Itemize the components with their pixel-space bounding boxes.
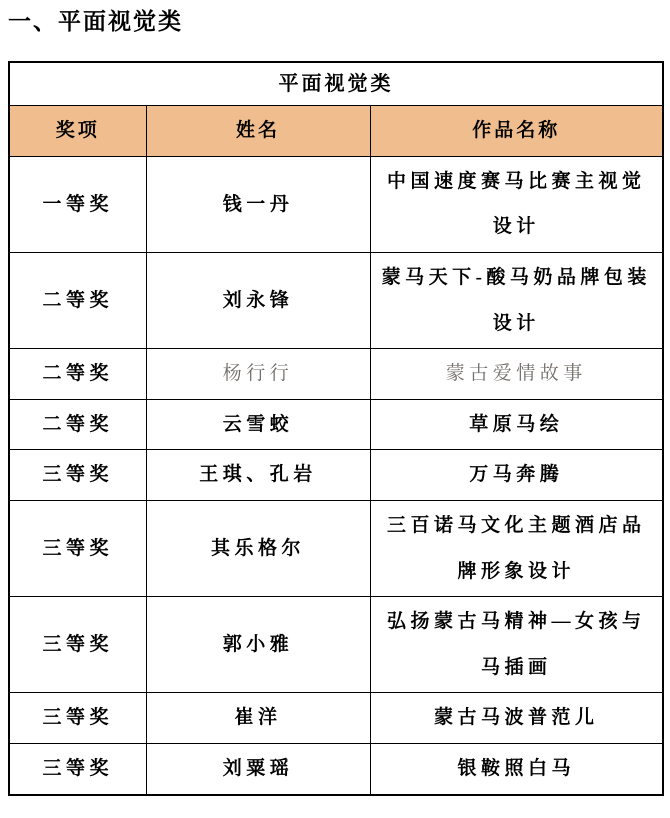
award-cell: 一等奖 bbox=[9, 156, 146, 252]
column-header-work: 作品名称 bbox=[370, 105, 663, 156]
table-row bbox=[9, 399, 663, 450]
table-row bbox=[9, 744, 663, 795]
table-header-row bbox=[9, 105, 663, 156]
table-row bbox=[9, 253, 663, 349]
award-cell: 三等奖 bbox=[9, 450, 146, 501]
work-cell: 蒙古爱情故事 bbox=[370, 349, 663, 400]
name-cell: 其乐格尔 bbox=[146, 501, 370, 597]
name-cell: 崔洋 bbox=[146, 693, 370, 744]
table-row bbox=[9, 597, 663, 693]
work-cell: 三百诺马文化主题酒店品牌形象设计 bbox=[370, 501, 663, 597]
table-row bbox=[9, 349, 663, 400]
work-cell: 蒙古马波普范儿 bbox=[370, 693, 663, 744]
name-cell: 云雪蛟 bbox=[146, 399, 370, 450]
name-cell: 杨行行 bbox=[146, 349, 370, 400]
award-cell: 三等奖 bbox=[9, 693, 146, 744]
table-row bbox=[9, 156, 663, 252]
name-cell: 王琪、孔岩 bbox=[146, 450, 370, 501]
award-cell: 三等奖 bbox=[9, 744, 146, 795]
award-cell: 二等奖 bbox=[9, 399, 146, 450]
work-cell: 蒙马天下-酸马奶品牌包装设计 bbox=[370, 253, 663, 349]
table-row bbox=[9, 450, 663, 501]
page-title: 一、平面视觉类 bbox=[8, 8, 183, 34]
table-row bbox=[9, 501, 663, 597]
award-cell: 二等奖 bbox=[9, 349, 146, 400]
award-cell: 三等奖 bbox=[9, 597, 146, 693]
award-cell: 二等奖 bbox=[9, 253, 146, 349]
table-row bbox=[9, 693, 663, 744]
work-cell: 草原马绘 bbox=[370, 399, 663, 450]
name-cell: 刘永锋 bbox=[146, 253, 370, 349]
work-cell: 万马奔腾 bbox=[370, 450, 663, 501]
column-header-award: 奖项 bbox=[9, 105, 146, 156]
name-cell: 钱一丹 bbox=[146, 156, 370, 252]
work-cell: 弘扬蒙古马精神—女孩与马插画 bbox=[370, 597, 663, 693]
name-cell: 郭小雅 bbox=[146, 597, 370, 693]
column-header-name: 姓名 bbox=[146, 105, 370, 156]
table-title-row bbox=[9, 62, 663, 106]
awards-table bbox=[8, 61, 664, 796]
work-cell: 银鞍照白马 bbox=[370, 744, 663, 795]
work-cell: 中国速度赛马比赛主视觉设计 bbox=[370, 156, 663, 252]
table-title: 平面视觉类 bbox=[9, 62, 663, 106]
award-cell: 三等奖 bbox=[9, 501, 146, 597]
name-cell: 刘粟瑶 bbox=[146, 744, 370, 795]
